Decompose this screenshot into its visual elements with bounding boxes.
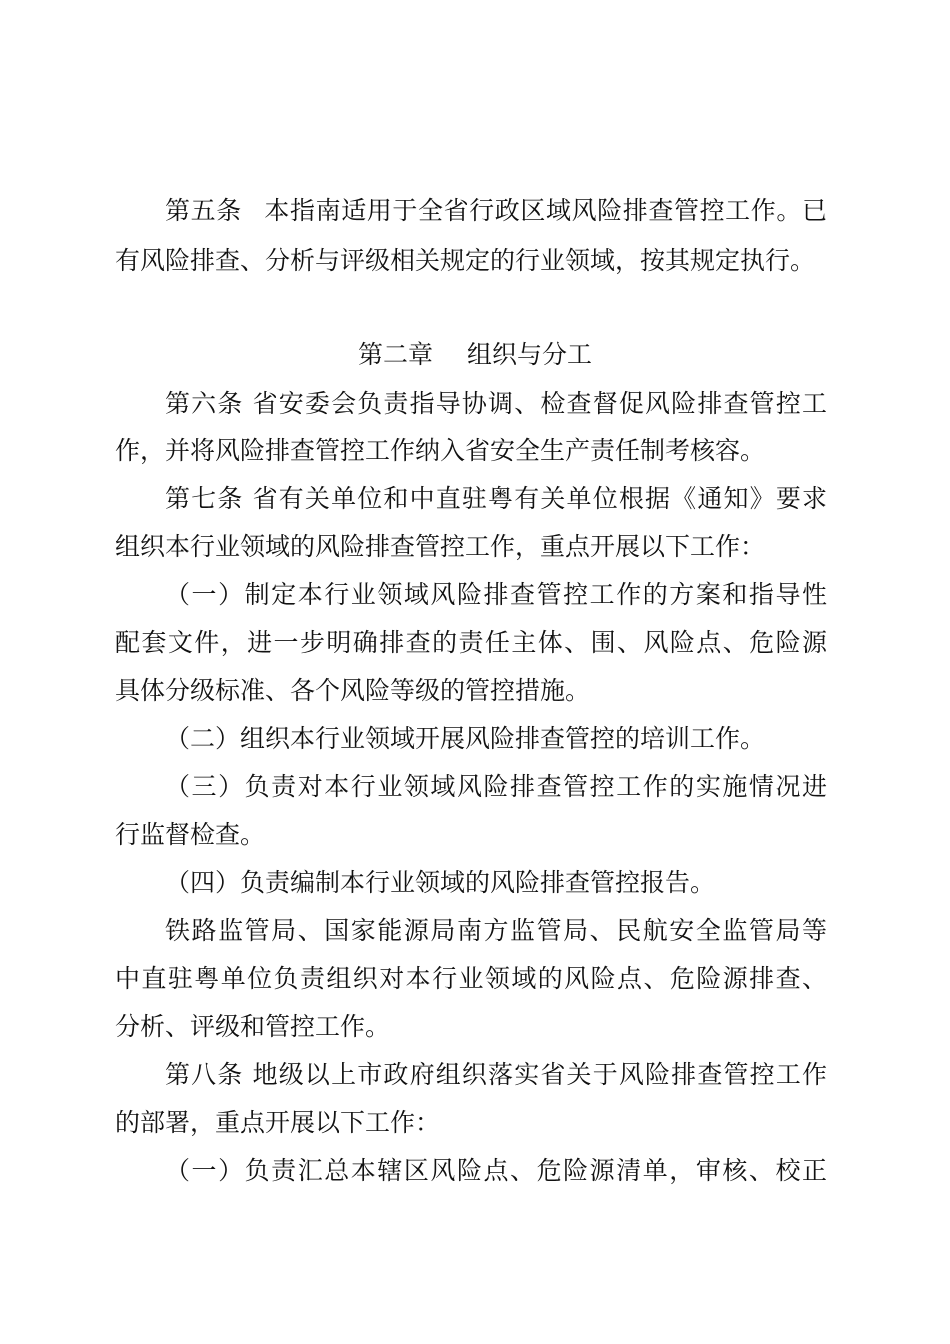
article-7-item-1-line-1: （一）制定本行业领域风险排查管控工作的方案和指导性: [165, 580, 827, 609]
article-7-item-4: （四）负责编制本行业领域的风险排查管控报告。: [165, 868, 716, 897]
article-5-line-2: 有风险排查、分析与评级相关规定的行业领域，按其规定执行。: [115, 246, 816, 275]
article-7-line-2: 组织本行业领域的风险排查管控工作，重点开展以下工作：: [115, 532, 766, 561]
article-7-item-3-line-1: （三）负责对本行业领域风险排查管控工作的实施情况进: [165, 772, 827, 801]
chapter-number: 第二章: [357, 340, 433, 369]
article-7-item-3-line-2: 行监督检查。: [115, 820, 266, 849]
article-6-line-2: 作，并将风险排查管控工作纳入省安全生产责任制考核容。: [115, 436, 766, 465]
article-5-line-1: [165, 196, 827, 226]
article-8-line-1: 第八条 地级以上市政府组织落实省关于风险排查管控工作: [165, 1060, 827, 1089]
article-7-paragraph-line-3: 分析、评级和管控工作。: [115, 1012, 391, 1041]
article-7-line-1: 第七条 省有关单位和中直驻粤有关单位根据《通知》要求: [165, 484, 827, 513]
article-5-text: 本指南适用于全省行政区域风险排查管控工作。已: [263, 196, 827, 225]
article-7-item-2: （二）组织本行业领域开展风险排查管控的培训工作。: [165, 724, 766, 753]
article-7-paragraph-line-1: 铁路监管局、国家能源局南方监管局、民航安全监管局等: [165, 916, 827, 945]
chapter-heading: [0, 340, 950, 370]
chapter-title: 组织与分工: [467, 340, 593, 369]
article-7-item-1-line-3: 具体分级标准、各个风险等级的管控措施。: [115, 676, 591, 705]
article-6-line-1: 第六条 省安委会负责指导协调、检查督促风险排查管控工: [165, 389, 827, 418]
article-8-line-2: 的部署，重点开展以下工作：: [115, 1108, 441, 1137]
article-7-item-1-line-2: 配套文件，进一步明确排查的责任主体、围、风险点、危险源: [115, 628, 827, 657]
article-8-item-1-line-1: （一）负责汇总本辖区风险点、危险源清单，审核、校正: [165, 1156, 827, 1185]
article-7-paragraph-line-2: 中直驻粤单位负责组织对本行业领域的风险点、危险源排查、: [115, 964, 827, 993]
article-5-label: 第五条: [165, 196, 242, 225]
